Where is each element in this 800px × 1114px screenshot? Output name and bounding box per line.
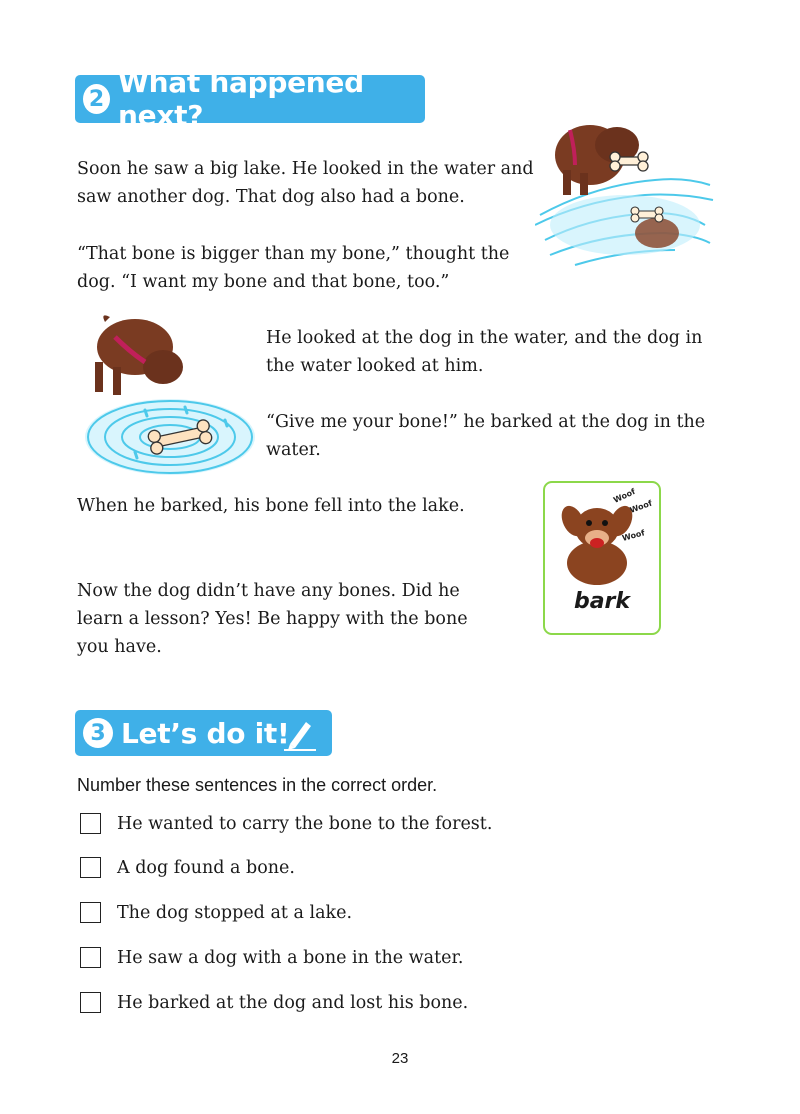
vocabulary-card [543,481,661,635]
number-box[interactable] [80,992,101,1013]
sentence-text: A dog found a bone. [117,857,295,878]
page-number: 23 [391,1050,409,1067]
sentence-text: The dog stopped at a lake. [117,902,353,923]
pencil-icon [280,716,320,752]
section-number: 3 [83,718,113,748]
sound-text: Woof [612,486,637,505]
section-3-banner [75,710,332,756]
ordering-item [80,813,492,834]
ordering-item [80,902,352,923]
ordering-item [80,947,463,968]
story-paragraph: Soon he saw a big lake. He looked in the water and saw another dog. That dog also had a bone. [77,159,534,207]
story-paragraph: Now the dog didn’t have any bones. Did he learn a lesson? Yes! Be happy with the bone you have. [77,581,468,657]
section-title: Let’s do it! [121,716,290,750]
barking-dog-icon [545,483,659,593]
section-title: What happened next? [118,66,364,132]
sound-text: Woof [621,528,646,543]
dog-at-lake-illustration [535,115,715,280]
sentence-text: He saw a dog with a bone in the water. [117,947,464,968]
story-paragraph: He looked at the dog in the water, and the dog in the water looked at him. [266,328,703,376]
bone-falling-illustration [75,312,260,482]
vocabulary-word: bark [573,589,631,614]
section-number: 2 [83,84,110,114]
sentence-text: He barked at the dog and lost his bone. [117,992,469,1013]
story-paragraph: “Give me your bone!” he barked at the dog in the water. [266,412,706,460]
ordering-item [80,992,468,1013]
number-box[interactable] [80,947,101,968]
instruction-text: Number these sentences in the correct order. [77,775,438,795]
number-box[interactable] [80,902,101,923]
story-paragraph: “That bone is bigger than my bone,” thought the dog. “I want my bone and that bone, too.” [77,244,510,292]
number-box[interactable] [80,857,101,878]
story-paragraph: When he barked, his bone fell into the lake. [77,496,465,516]
sentence-text: He wanted to carry the bone to the forest. [117,813,493,834]
ordering-item [80,857,295,878]
section-2-banner [75,66,425,132]
sound-text: Woof [628,498,654,515]
number-box[interactable] [80,813,101,834]
